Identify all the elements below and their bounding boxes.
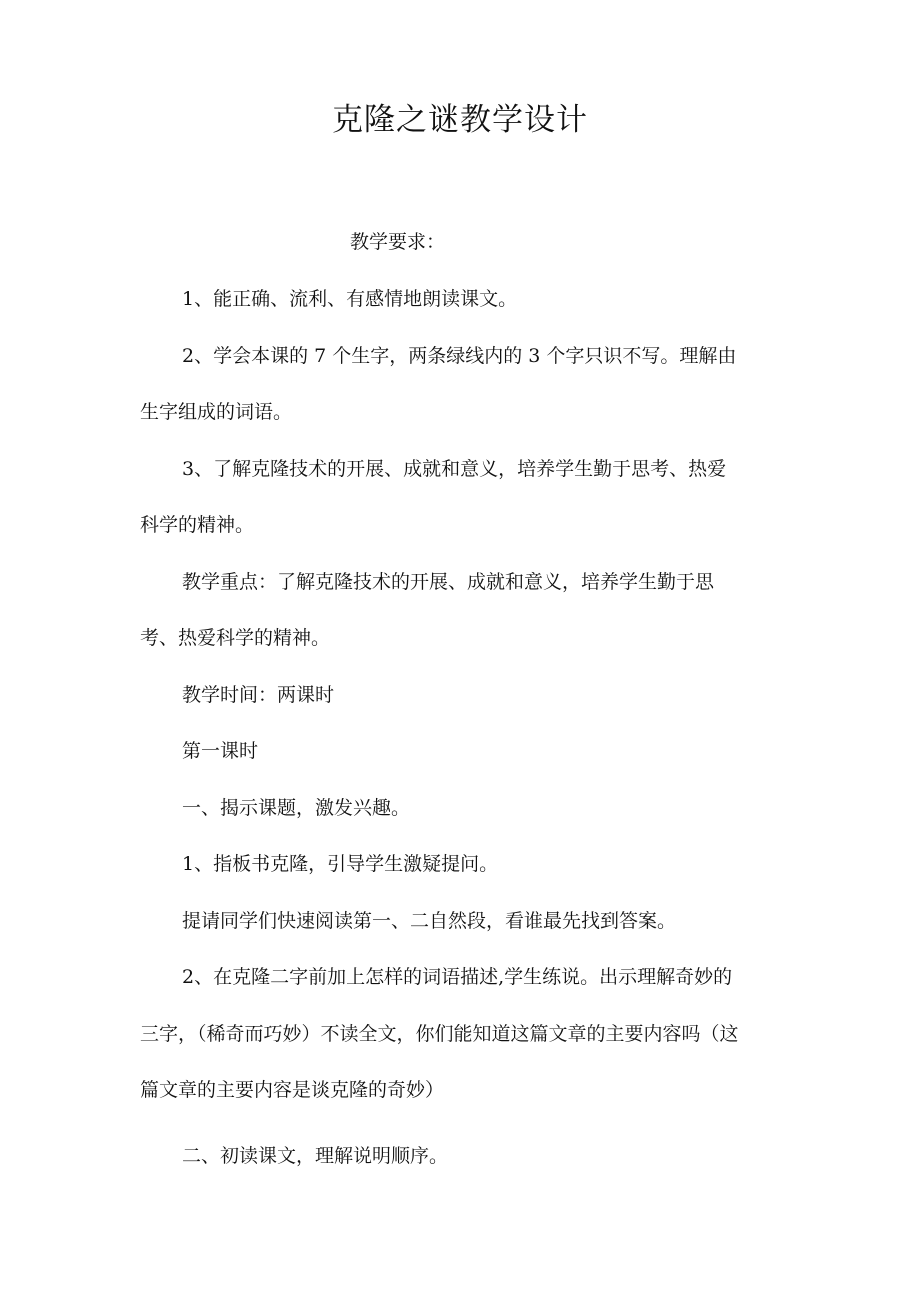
paragraph-line: 2、在克隆二字前加上怎样的词语描述,学生练说。出示理解奇妙的 bbox=[182, 966, 733, 988]
paragraph-line: 2、学会本课的 7 个生字，两条绿线内的 3 个字只识不写。理解由 bbox=[182, 345, 737, 367]
paragraph-line: 三字，（稀奇而巧妙）不读全文，你们能知道这篇文章的主要内容吗（这 bbox=[140, 1023, 739, 1045]
paragraph-line: 篇文章的主要内容是谈克隆的奇妙） bbox=[140, 1079, 445, 1101]
paragraph-line: 教学时间：两课时 bbox=[182, 684, 335, 706]
paragraph-line: 1、能正确、流利、有感情地朗读课文。 bbox=[182, 288, 518, 310]
paragraph-line: 3、了解克隆技术的开展、成就和意义，培养学生勤于思考、热爱 bbox=[182, 458, 727, 480]
paragraph-line: 提请同学们快速阅读第一、二自然段，看谁最先找到答案。 bbox=[182, 910, 677, 932]
paragraph-line: 教学重点：了解克隆技术的开展、成就和意义，培养学生勤于思 bbox=[182, 571, 715, 593]
paragraph-line: 1、指板书克隆，引导学生激疑提问。 bbox=[182, 853, 499, 875]
section-heading-first-lesson: 第一课时 bbox=[182, 740, 259, 762]
section-heading-part-two: 二、初读课文，理解说明顺序。 bbox=[182, 1145, 449, 1167]
paragraph-line: 科学的精神。 bbox=[140, 514, 255, 536]
section-heading-part-one: 一、揭示课题，激发兴趣。 bbox=[182, 797, 411, 819]
section-heading-requirements: 教学要求： bbox=[350, 231, 446, 253]
document-title: 克隆之谜教学设计 bbox=[332, 102, 588, 138]
paragraph-line: 生字组成的词语。 bbox=[140, 401, 293, 423]
paragraph-line: 考、热爱科学的精神。 bbox=[140, 627, 331, 649]
